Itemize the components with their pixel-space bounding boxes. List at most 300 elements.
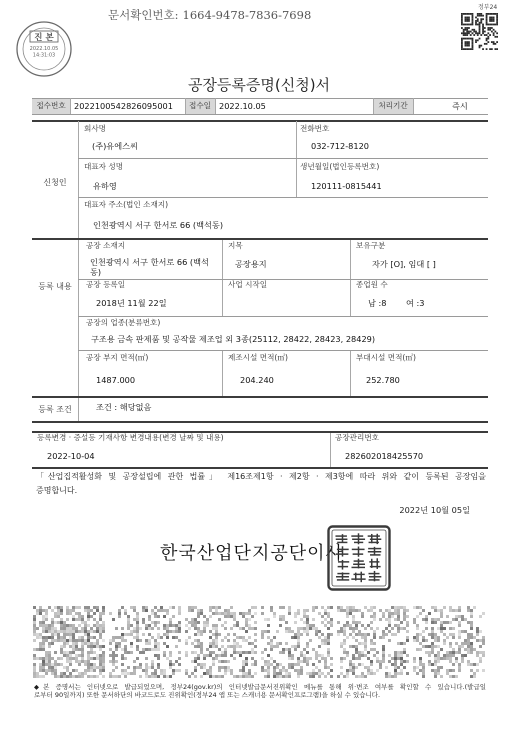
barcode-module (400, 642, 403, 645)
barcode-module (227, 609, 230, 612)
barcode-module (69, 651, 72, 654)
barcode-module (133, 660, 136, 663)
barcode-module (36, 672, 39, 675)
barcode-module (273, 666, 276, 669)
barcode-module (169, 675, 172, 678)
barcode-module (148, 642, 151, 645)
barcode-module (340, 657, 343, 660)
barcode-module (394, 654, 397, 657)
barcode-module (206, 621, 209, 624)
barcode-module (297, 663, 300, 666)
barcode-module (242, 663, 245, 666)
barcode-module (446, 669, 449, 672)
qr-module (487, 38, 489, 40)
barcode-module (121, 636, 124, 639)
barcode-module (324, 666, 327, 669)
barcode-module (467, 642, 470, 645)
qr-module (486, 20, 488, 22)
barcode-module (60, 630, 63, 633)
qr-module (466, 38, 468, 40)
barcode-module (452, 654, 455, 657)
barcode-module (449, 627, 452, 630)
barcode-module (476, 654, 479, 657)
barcode-module (434, 654, 437, 657)
barcode-module (349, 669, 352, 672)
barcode-module (337, 606, 340, 609)
registration-label-divider (78, 240, 79, 396)
qr-module (475, 32, 477, 34)
qr-module (472, 13, 474, 15)
qr-module (472, 48, 474, 50)
qr-module (491, 20, 493, 22)
barcode-module (312, 618, 315, 621)
qr-module (475, 31, 477, 33)
barcode-module (388, 675, 391, 678)
barcode-module (130, 642, 133, 645)
barcode-module (276, 642, 279, 645)
barcode-module (242, 636, 245, 639)
barcode-module (382, 630, 385, 633)
barcode-module (440, 609, 443, 612)
barcode-module (139, 651, 142, 654)
barcode-module (294, 645, 297, 648)
barcode-module (42, 627, 45, 630)
barcode-module (446, 654, 449, 657)
barcode-module (382, 648, 385, 651)
barcode-module (54, 663, 57, 666)
changes-label: 등록변경 · 증설등 기재사항 변경내용(변경 날짜 및 내용) (37, 433, 224, 442)
barcode-module (422, 663, 425, 666)
barcode-module (312, 672, 315, 675)
barcode-module (355, 645, 358, 648)
barcode-module (391, 606, 394, 609)
barcode-module (212, 642, 215, 645)
barcode-module (99, 654, 102, 657)
barcode-module (358, 651, 361, 654)
barcode-module (200, 666, 203, 669)
barcode-module (352, 657, 355, 660)
barcode-module (373, 615, 376, 618)
barcode-module (75, 657, 78, 660)
barcode-module (428, 654, 431, 657)
barcode-module (419, 663, 422, 666)
barcode-module (72, 639, 75, 642)
barcode-module (102, 630, 105, 633)
barcode-module (102, 639, 105, 642)
barcode-module (276, 663, 279, 666)
barcode-module (358, 621, 361, 624)
barcode-module (57, 663, 60, 666)
barcode-module (245, 639, 248, 642)
barcode-module (422, 669, 425, 672)
barcode-module (72, 615, 75, 618)
barcode-module (449, 657, 452, 660)
barcode-module (197, 633, 200, 636)
barcode-module (233, 657, 236, 660)
barcode-module (245, 612, 248, 615)
barcode-module (87, 615, 90, 618)
qr-module (466, 20, 468, 22)
barcode-module (394, 633, 397, 636)
barcode-module (303, 630, 306, 633)
barcode-module (340, 642, 343, 645)
barcode-module (36, 648, 39, 651)
qr-module (493, 41, 495, 43)
barcode-module (355, 666, 358, 669)
barcode-module (315, 657, 318, 660)
barcode-module (191, 672, 194, 675)
barcode-module (194, 627, 197, 630)
barcode-module (151, 648, 154, 651)
qr-module (493, 17, 495, 19)
barcode-module (127, 633, 130, 636)
barcode-module (452, 675, 455, 678)
barcode-module (267, 630, 270, 633)
barcode-module (261, 669, 264, 672)
barcode-module (169, 606, 172, 609)
barcode-module (178, 651, 181, 654)
barcode-module (282, 618, 285, 621)
barcode-module (191, 651, 194, 654)
barcode-module (96, 657, 99, 660)
barcode-module (431, 648, 434, 651)
authenticity-stamp (15, 20, 73, 78)
barcode-module (343, 648, 346, 651)
barcode-module (461, 615, 464, 618)
barcode-module (358, 630, 361, 633)
barcode-module (251, 642, 254, 645)
barcode-module (394, 666, 397, 669)
barcode-module (66, 612, 69, 615)
barcode-module (452, 618, 455, 621)
barcode-module (188, 609, 191, 612)
barcode-module (306, 609, 309, 612)
barcode-module (288, 654, 291, 657)
barcode-module (69, 639, 72, 642)
qr-module (465, 41, 467, 43)
barcode-module (212, 651, 215, 654)
barcode-module (361, 675, 364, 678)
barcode-module (245, 660, 248, 663)
barcode-module (84, 621, 87, 624)
barcode-module (330, 606, 333, 609)
barcode-module (413, 639, 416, 642)
barcode-module (458, 633, 461, 636)
barcode-module (194, 675, 197, 678)
barcode-module (267, 669, 270, 672)
barcode-module (297, 669, 300, 672)
barcode-module (72, 618, 75, 621)
barcode-module (102, 606, 105, 609)
barcode-module (102, 627, 105, 630)
qr-module (491, 24, 493, 26)
barcode-module (221, 654, 224, 657)
barcode-module (93, 669, 96, 672)
barcode-module (215, 624, 218, 627)
barcode-module (464, 648, 467, 651)
barcode-module (324, 657, 327, 660)
barcode-module (321, 672, 324, 675)
barcode-module (239, 669, 242, 672)
barcode-module (434, 663, 437, 666)
barcode-module (388, 672, 391, 675)
barcode-module (349, 612, 352, 615)
barcode-module (321, 615, 324, 618)
barcode-module (400, 606, 403, 609)
barcode-module (69, 633, 72, 636)
barcode-module (279, 615, 282, 618)
qr-module (463, 29, 465, 31)
barcode-module (72, 645, 75, 648)
barcode-module (130, 630, 133, 633)
qr-module (491, 18, 493, 20)
qr-module (466, 18, 468, 20)
barcode-module (425, 639, 428, 642)
barcode-module (78, 660, 81, 663)
barcode-module (96, 609, 99, 612)
barcode-module (75, 627, 78, 630)
barcode-module (458, 669, 461, 672)
barcode-module (175, 636, 178, 639)
qr-module (479, 29, 481, 31)
barcode-module (51, 627, 54, 630)
barcode-module (318, 645, 321, 648)
verification-barcode (33, 605, 486, 679)
barcode-module (373, 606, 376, 609)
barcode-module (479, 657, 482, 660)
barcode-module (476, 651, 479, 654)
barcode-module (419, 612, 422, 615)
barcode-module (242, 660, 245, 663)
barcode-module (233, 648, 236, 651)
barcode-module (406, 672, 409, 675)
qr-module (486, 34, 488, 36)
barcode-module (367, 672, 370, 675)
barcode-module (112, 660, 115, 663)
barcode-module (136, 639, 139, 642)
barcode-module (69, 657, 72, 660)
barcode-module (382, 633, 385, 636)
barcode-module (440, 612, 443, 615)
barcode-module (482, 639, 485, 642)
barcode-module (157, 666, 160, 669)
barcode-module (270, 663, 273, 666)
barcode-module (394, 624, 397, 627)
barcode-module (303, 609, 306, 612)
qr-module (461, 20, 463, 22)
barcode-module (251, 627, 254, 630)
qr-module (479, 22, 481, 24)
barcode-module (473, 648, 476, 651)
barcode-module (127, 651, 130, 654)
barcode-module (349, 627, 352, 630)
barcode-module (45, 615, 48, 618)
barcode-module (422, 609, 425, 612)
barcode-module (461, 618, 464, 621)
barcode-module (54, 651, 57, 654)
barcode-module (145, 648, 148, 651)
barcode-module (63, 672, 66, 675)
barcode-module (245, 624, 248, 627)
barcode-module (87, 645, 90, 648)
barcode-module (99, 672, 102, 675)
business-start-date-label: 사업 시작일 (228, 280, 268, 289)
barcode-module (99, 624, 102, 627)
barcode-module (218, 606, 221, 609)
barcode-module (90, 627, 93, 630)
barcode-module (254, 645, 257, 648)
barcode-module (264, 630, 267, 633)
barcode-module (148, 618, 151, 621)
barcode-module (145, 657, 148, 660)
barcode-module (440, 615, 443, 618)
qr-module (475, 22, 477, 24)
barcode-module (482, 642, 485, 645)
barcode-module (99, 627, 102, 630)
qr-module (468, 18, 470, 20)
barcode-module (413, 660, 416, 663)
barcode-module (42, 645, 45, 648)
barcode-module (297, 627, 300, 630)
barcode-module (358, 642, 361, 645)
barcode-module (109, 642, 112, 645)
barcode-module (81, 651, 84, 654)
barcode-module (324, 636, 327, 639)
barcode-module (169, 624, 172, 627)
barcode-module (437, 645, 440, 648)
barcode-module (324, 639, 327, 642)
barcode-module (212, 627, 215, 630)
barcode-module (133, 672, 136, 675)
barcode-module (291, 663, 294, 666)
barcode-module (66, 606, 69, 609)
barcode-module (99, 636, 102, 639)
barcode-module (470, 615, 473, 618)
qr-module (493, 32, 495, 34)
barcode-module (145, 606, 148, 609)
barcode-module (309, 675, 312, 678)
barcode-module (422, 639, 425, 642)
barcode-module (185, 624, 188, 627)
barcode-module (178, 606, 181, 609)
barcode-module (69, 672, 72, 675)
barcode-module (93, 624, 96, 627)
qr-module (489, 17, 491, 19)
barcode-module (431, 663, 434, 666)
barcode-module (306, 627, 309, 630)
barcode-module (209, 609, 212, 612)
barcode-module (90, 651, 93, 654)
processing-period-label: 처리기간 (378, 101, 408, 110)
factory-management-number-label: 공장관리번호 (335, 433, 380, 442)
qr-module (482, 29, 484, 31)
barcode-module (394, 651, 397, 654)
barcode-module (251, 651, 254, 654)
qr-module (479, 27, 481, 29)
barcode-module (33, 648, 36, 651)
qr-module (461, 38, 463, 40)
barcode-module (315, 627, 318, 630)
conditions-top-rule (32, 396, 488, 398)
qr-module (482, 27, 484, 29)
barcode-module (118, 642, 121, 645)
barcode-module (57, 621, 60, 624)
barcode-module (251, 657, 254, 660)
barcode-module (194, 669, 197, 672)
qr-module (484, 43, 486, 45)
barcode-module (224, 621, 227, 624)
barcode-module (306, 624, 309, 627)
barcode-module (51, 609, 54, 612)
barcode-module (115, 636, 118, 639)
barcode-module (406, 630, 409, 633)
barcode-module (458, 636, 461, 639)
barcode-module (60, 645, 63, 648)
barcode-module (45, 663, 48, 666)
barcode-module (200, 642, 203, 645)
barcode-module (124, 645, 127, 648)
barcode-module (163, 627, 166, 630)
barcode-module (282, 615, 285, 618)
barcode-module (391, 675, 394, 678)
barcode-module (212, 675, 215, 678)
barcode-module (51, 630, 54, 633)
barcode-module (361, 615, 364, 618)
barcode-module (318, 669, 321, 672)
barcode-module (455, 675, 458, 678)
barcode-module (60, 672, 63, 675)
qr-module (466, 43, 468, 45)
barcode-module (285, 675, 288, 678)
barcode-module (327, 615, 330, 618)
barcode-module (233, 642, 236, 645)
barcode-module (169, 663, 172, 666)
barcode-module (151, 636, 154, 639)
barcode-module (33, 657, 36, 660)
barcode-module (121, 606, 124, 609)
barcode-module (96, 642, 99, 645)
barcode-module (379, 663, 382, 666)
barcode-module (273, 660, 276, 663)
barcode-module (51, 672, 54, 675)
barcode-module (413, 666, 416, 669)
barcode-module (449, 621, 452, 624)
receipt-divider (413, 98, 414, 114)
barcode-module (54, 639, 57, 642)
barcode-module (163, 642, 166, 645)
barcode-module (66, 654, 69, 657)
qr-module (472, 29, 474, 31)
barcode-module (209, 642, 212, 645)
barcode-module (33, 639, 36, 642)
qr-module (461, 18, 463, 20)
barcode-module (376, 651, 379, 654)
barcode-module (388, 630, 391, 633)
barcode-module (400, 621, 403, 624)
barcode-module (148, 675, 151, 678)
barcode-module (36, 609, 39, 612)
barcode-module (81, 618, 84, 621)
barcode-module (121, 633, 124, 636)
barcode-module (449, 654, 452, 657)
qr-module (486, 48, 488, 50)
barcode-module (294, 663, 297, 666)
applicant-section-top-rule (32, 120, 488, 122)
registration-section-top-rule (32, 238, 488, 240)
barcode-module (303, 627, 306, 630)
qr-module (461, 22, 463, 24)
barcode-module (242, 639, 245, 642)
